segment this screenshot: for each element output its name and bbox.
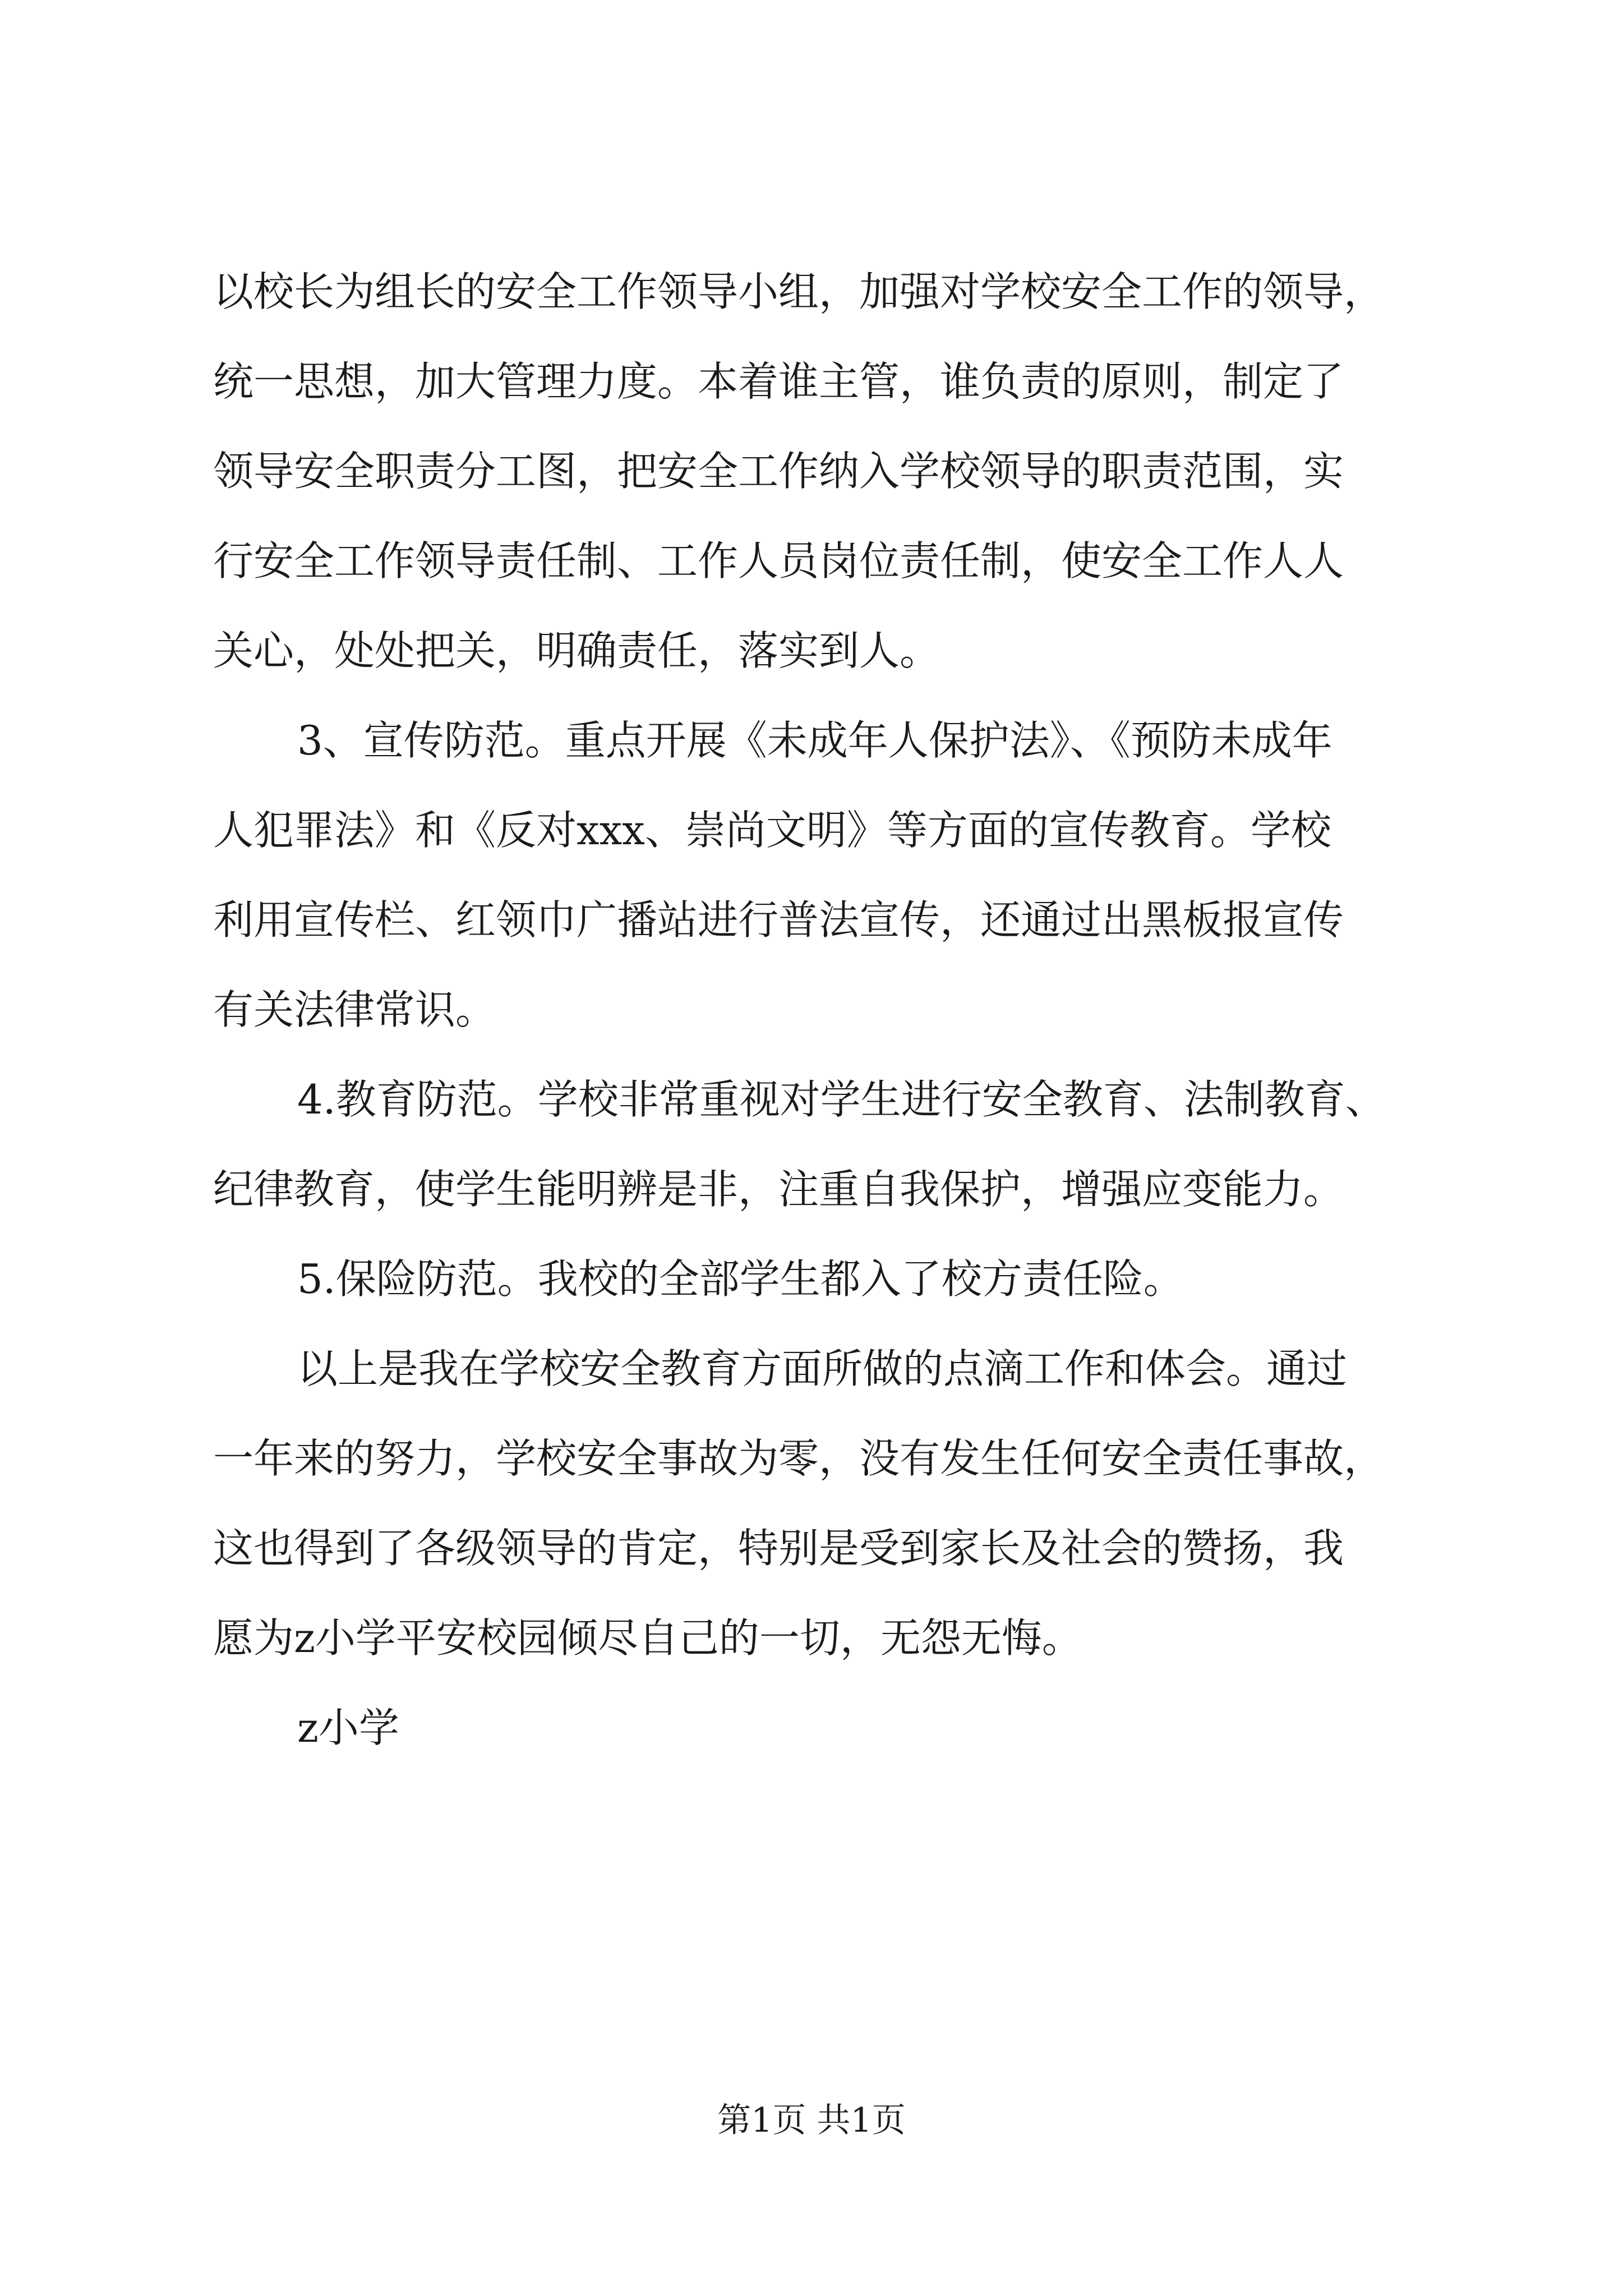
text-line: 纪律教育，使学生能明辨是非，注重自我保护，增强应变能力。 bbox=[213, 1166, 1344, 1213]
paragraph-start-line: 以上是我在学校安全教育方面所做的点滴工作和体会。通过 bbox=[297, 1345, 1348, 1392]
text-line: 人犯罪法》和《反对xxx、崇尚文明》等方面的宣传教育。学校 bbox=[213, 807, 1331, 854]
page-number: 第1页 共1页 bbox=[717, 2101, 906, 2140]
text-line: 行安全工作领导责任制、工作人员岗位责任制，使安全工作人人 bbox=[213, 537, 1344, 585]
text-line: 统一思想，加大管理力度。本着谁主管，谁负责的原则，制定了 bbox=[213, 358, 1344, 405]
text-line: 领导安全职责分工图，把安全工作纳入学校领导的职责范围，实 bbox=[213, 448, 1344, 495]
text-line: 这也得到了各级领导的肯定，特别是受到家长及社会的赞扬，我 bbox=[213, 1525, 1344, 1572]
text-line: 一年来的努力，学校安全事故为零，没有发生任何安全责任事故， bbox=[213, 1435, 1385, 1482]
signature-line: z小学 bbox=[297, 1704, 399, 1751]
text-line: 利用宣传栏、红领巾广播站进行普法宣传，还通过出黑板报宣传 bbox=[213, 896, 1344, 944]
text-line: 以校长为组长的安全工作领导小组，加强对学校安全工作的领导， bbox=[213, 268, 1385, 315]
document-body bbox=[213, 264, 1447, 1789]
paragraph-start-line: 3、宣传防范。重点开展《未成年人保护法》、《预防未成年 bbox=[297, 717, 1332, 764]
text-line: 有关法律常识。 bbox=[213, 986, 496, 1033]
paragraph-start-line: 5.保险防范。我校的全部学生都入了校方责任险。 bbox=[297, 1255, 1184, 1303]
text-line: 愿为z小学平安校园倾尽自己的一切，无怨无悔。 bbox=[213, 1614, 1082, 1662]
text-line: 关心，处处把关，明确责任，落实到人。 bbox=[213, 627, 940, 674]
paragraph-start-line: 4.教育防范。学校非常重视对学生进行安全教育、法制教育、 bbox=[297, 1076, 1386, 1123]
